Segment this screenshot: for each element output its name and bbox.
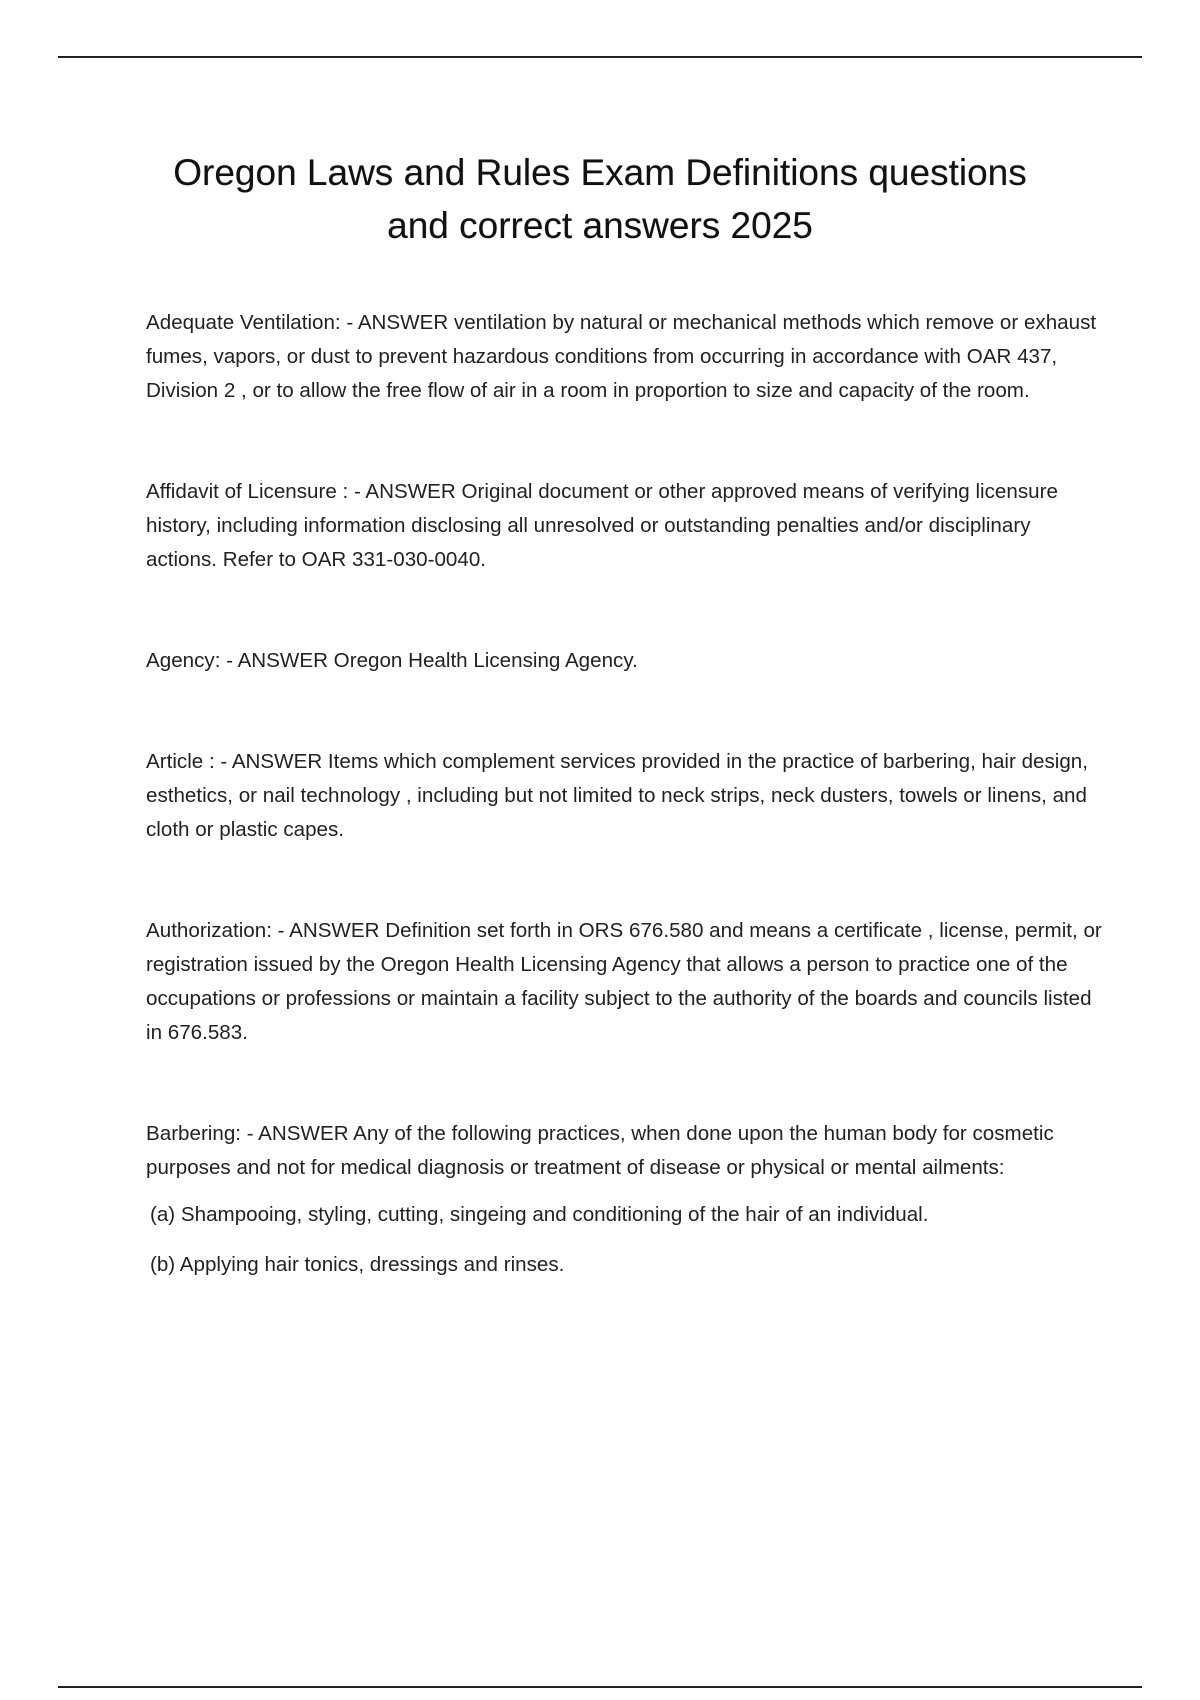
definition-entry-authorization — [146, 914, 1106, 1050]
definition-text: Adequate Ventilation: - ANSWER ventilation by natural or mechanical methods which remove or exhaust fumes, vapors, or dust to prevent hazardous conditions from occurring in accordance with OAR 437, Division 2 , or to allow the free flow of air in a room in proportion to size and capacity of the room. — [146, 311, 1097, 402]
footer-rule — [58, 1686, 1142, 1688]
definition-subitem: (a) Shampooing, styling, cutting, singeing and conditioning of the hair of an individual. — [150, 1203, 929, 1226]
definition-text: Agency: - ANSWER Oregon Health Licensing Agency. — [146, 649, 638, 672]
document-title — [100, 146, 1100, 252]
definition-entry-barbering — [146, 1117, 1106, 1282]
definition-entry-article — [146, 745, 1106, 847]
definition-text: Barbering: - ANSWER Any of the following practices, when done upon the human body for cosmetic purposes and not for medical diagnosis or treatment of disease or physical or mental ailments: — [146, 1122, 1054, 1179]
definition-text: Article : - ANSWER Items which complement services provided in the practice of barbering, hair design, esthetics, or nail technology , including but not limited to neck strips, neck dusters, towels or linens, and cloth or plastic capes. — [146, 750, 1088, 841]
definition-entry-agency — [146, 644, 1106, 678]
document-title-line-2: and correct answers 2025 — [387, 205, 813, 246]
document-title-line-1: Oregon Laws and Rules Exam Definitions questions — [173, 152, 1027, 193]
definition-subitem: (b) Applying hair tonics, dressings and rinses. — [150, 1253, 565, 1276]
definition-subitems — [146, 1198, 1106, 1282]
definitions-list — [146, 306, 1106, 1349]
header-rule — [58, 56, 1142, 58]
definition-entry-affidavit-of-licensure — [146, 475, 1106, 577]
definition-text: Affidavit of Licensure : - ANSWER Original document or other approved means of verifying licensure history, including information disclosing all unresolved or outstanding penalties and/or disciplinary actions. Refer to OAR 331-030-0040. — [146, 480, 1058, 571]
definition-entry-adequate-ventilation — [146, 306, 1106, 408]
definition-text: Authorization: - ANSWER Definition set forth in ORS 676.580 and means a certificate , license, permit, or registration issued by the Oregon Health Licensing Agency that allows a person to practice one of the occupations or professions or maintain a facility subject to the authority of the boards and councils listed in 676.583. — [146, 919, 1102, 1044]
